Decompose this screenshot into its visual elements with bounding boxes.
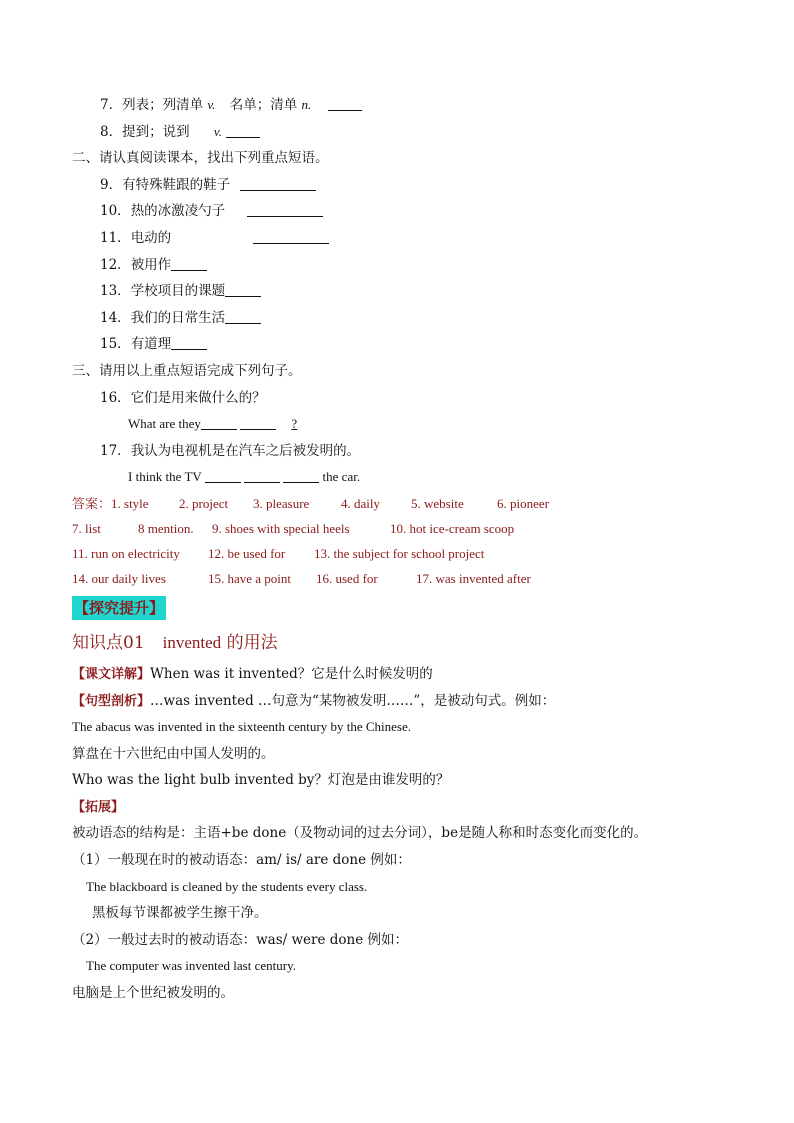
- knowledge-point-title: 知识点01 invented 的用法: [72, 632, 278, 653]
- answer-blank[interactable]: [244, 467, 280, 483]
- present-passive-title: （1）一般现在时的被动语态：am/ is/ are done 例如：: [72, 852, 411, 869]
- present-passive-chinese: 黑板每节课都被学生擦干净。: [92, 905, 268, 922]
- expand-heading: 【拓展】: [72, 799, 125, 815]
- past-passive-chinese: 电脑是上个世纪被发明的。: [72, 985, 234, 1002]
- answers-row-1: 答案：1. style 2. project 3. pleasure 4. daily 5. website 6. pioneer: [72, 495, 549, 512]
- answers-row-3: 11. run on electricity 12. be used for 13. the subject for school project: [72, 545, 485, 561]
- answer-blank[interactable]: [240, 414, 276, 430]
- phrase-item-13: 13．学校项目的课题: [72, 278, 732, 305]
- analysis-line: 【句型剖析】…was invented …句意为“某物被发明……”，是被动句式。例如：: [72, 692, 556, 709]
- example-2: Who was the light bulb invented by？灯泡是由谁发明的？: [72, 772, 450, 789]
- vocab-item-7: 7．列表；列清单 v. 名单；清单 n.: [72, 92, 732, 119]
- phrase-item-9: 9．有特殊鞋跟的鞋子: [72, 172, 732, 199]
- answer-blank[interactable]: [328, 95, 362, 111]
- explore-tag: 【探究提升】: [72, 596, 166, 620]
- sentence-item-17-english: I think the TV the car.: [128, 469, 361, 485]
- phrase-item-15: 15．有道理: [72, 331, 732, 358]
- answer-blank[interactable]: [171, 334, 207, 350]
- phrase-item-14: 14．我们的日常生活: [72, 305, 732, 332]
- example-1-chinese: 算盘在十六世纪由中国人发明的。: [72, 745, 275, 762]
- text-detail-line: 【课文详解】When was it invented？它是什么时候发明的: [72, 665, 433, 682]
- sentence-item-17: 17．我认为电视机是在汽车之后被发明的。: [100, 442, 361, 459]
- answer-blank[interactable]: [253, 228, 329, 244]
- answer-blank[interactable]: [205, 467, 241, 483]
- phrase-item-11: 11．电动的: [72, 225, 732, 252]
- section-2-heading: 二、请认真阅读课本，找出下列重点短语。: [72, 150, 329, 167]
- answer-blank[interactable]: [201, 414, 237, 430]
- answer-blank[interactable]: [283, 467, 319, 483]
- answer-blank[interactable]: [225, 308, 261, 324]
- explore-header: [72, 593, 732, 625]
- answer-blank[interactable]: [240, 175, 316, 191]
- phrase-item-10: 10．热的冰激凌勺子: [72, 198, 732, 225]
- answer-blank[interactable]: [247, 201, 323, 217]
- sentence-item-16: 16．它们是用来做什么的？: [100, 389, 266, 406]
- document-page: [72, 92, 732, 1007]
- sentence-item-16-english: What are they ?: [128, 416, 298, 432]
- present-passive-english: The blackboard is cleaned by the students every class.: [86, 878, 368, 894]
- vocab-item-8: 8．提到；说到 v.: [72, 119, 732, 146]
- past-passive-english: The computer was invented last century.: [86, 958, 296, 974]
- passive-structure: 被动语态的结构是：主语+be done（及物动词的过去分词），be是随人称和时态变化而变化的。: [72, 825, 648, 842]
- answers-row-4: 14. our daily lives 15. have a point 16. used for 17. was invented after: [72, 570, 531, 586]
- example-1-english: The abacus was invented in the sixteenth century by the Chinese.: [72, 719, 411, 735]
- answers-row-2: 7. list 8 mention. 9. shoes with special heels 10. hot ice-cream scoop: [72, 520, 515, 536]
- section-3-heading: 三、请用以上重点短语完成下列句子。: [72, 362, 302, 379]
- answer-blank[interactable]: [171, 255, 207, 271]
- answer-blank[interactable]: [225, 281, 261, 297]
- phrase-item-12: 12．被用作: [72, 252, 732, 279]
- answer-blank[interactable]: [226, 122, 260, 138]
- past-passive-title: （2）一般过去时的被动语态：was/ were done 例如：: [72, 931, 408, 948]
